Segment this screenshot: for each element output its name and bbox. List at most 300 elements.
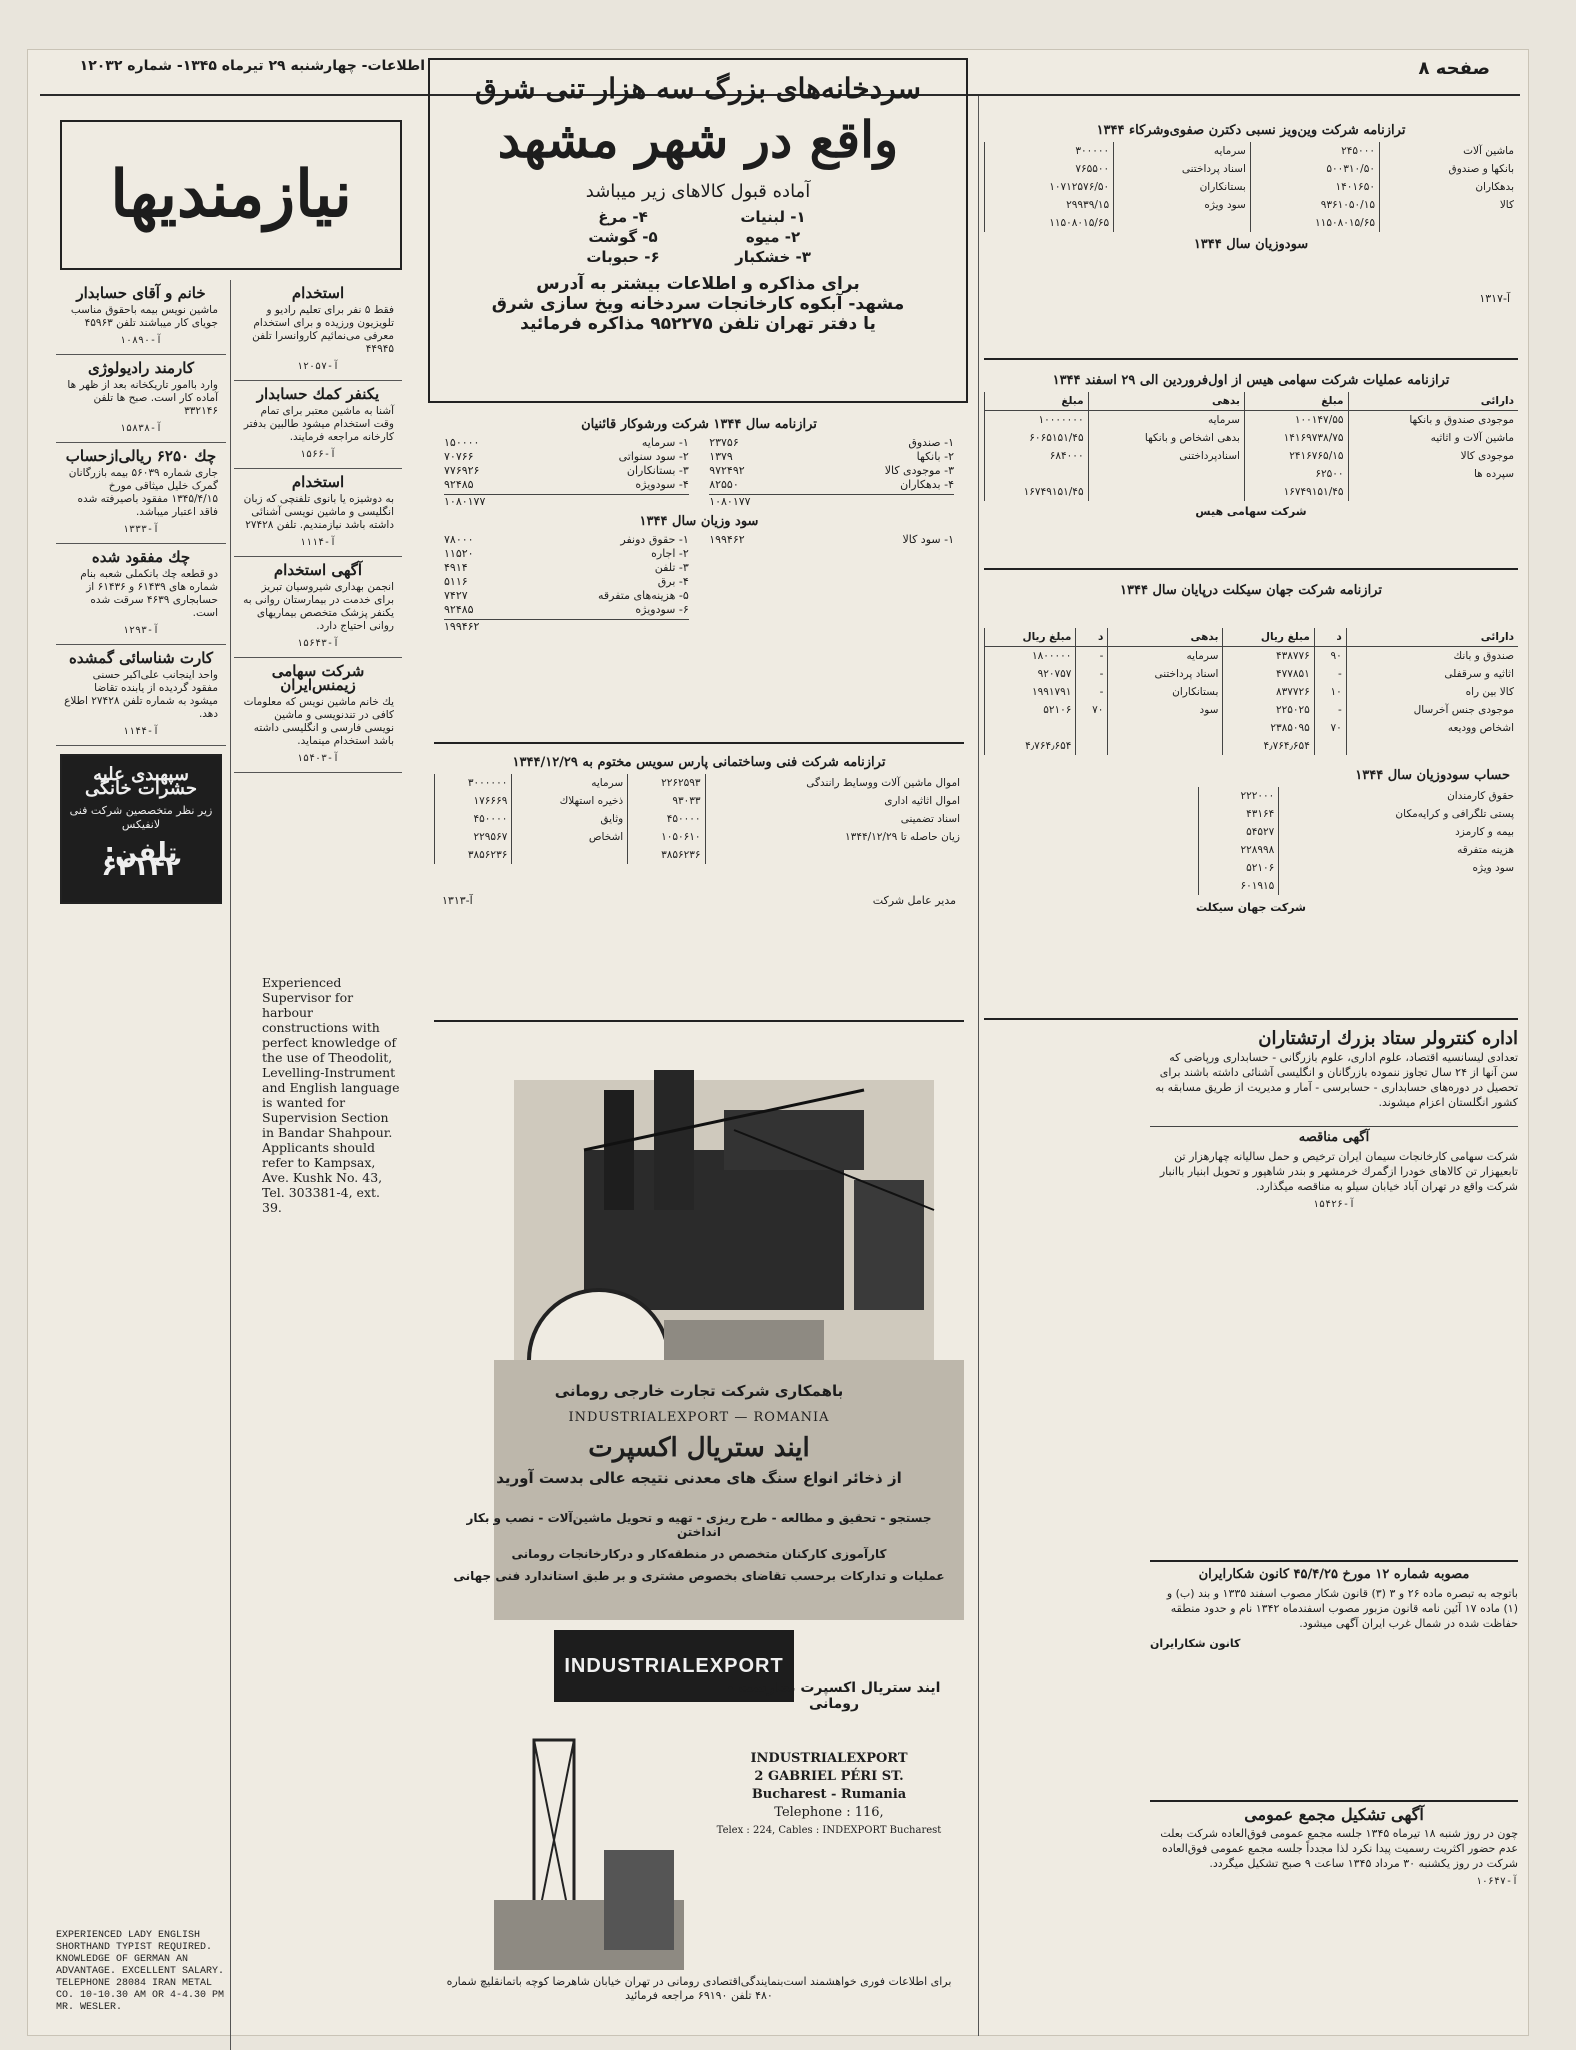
cell: بستانکاران [1108, 683, 1223, 701]
cell: ۳۸۵۶۲۳۶ [435, 846, 512, 864]
hess-sign: شرکت سهامی هیس [1195, 505, 1307, 518]
table-row [1198, 841, 1518, 859]
needs-banner: نیازمندیها [110, 157, 352, 232]
cell: ۳۰۰۰۰۰ [985, 142, 1114, 160]
decree-body: باتوجه به تبصره ماده ۲۶ و ۳ (۳) قانون شکار مصوب اسفند ۱۳۳۵ و بند (ب) و (۱) ماده ۱۷ آئین نامه قانون مزبور مصوب اسفندماه ۱۳۴۲ نام و حدود منطقه حفاظت شده در شمال غرب ایران آگهی میشود. [1166, 1587, 1518, 1630]
ad-ref: آ-۱۳۳۳ [122, 524, 160, 535]
ad-title: خانم و آقای حسابدار [76, 284, 206, 302]
item: ۶- حبوبات [586, 248, 660, 266]
table-header [985, 392, 1519, 411]
item: ۱- لبنیات [740, 208, 806, 226]
ad-ref: آ-۱۲۹۳ [122, 625, 160, 636]
row-value: ۱۱۵۲۰ [444, 547, 474, 560]
cell: موجودی جنس آخرسال [1346, 701, 1518, 719]
cell: پستی تلگرافی و کرایه‌مکان [1279, 805, 1518, 823]
cell [1076, 737, 1108, 755]
cold-storage-contact1: برای مذاکره و اطلاعات بیشتر به آدرس [536, 274, 860, 294]
service-line1: جستجو - تحقیق و مطالعه - طرح ریزی - تهیه و تحویل ماشین‌آلات - نصب و بکار انداختن [466, 1511, 932, 1539]
row-value: ۸۲۵۵۰ [709, 478, 739, 491]
row-value: ۹۲۴۸۵ [444, 603, 474, 616]
safavi-table [984, 142, 1518, 232]
table-row [1198, 787, 1518, 805]
cell: ۱۰۰۱۴۷/۵۵ [1244, 411, 1348, 430]
section-title: ترازنامه شرکت جهان سیکلت درپایان سال ۱۳۴۴ [1120, 583, 1382, 598]
cell: ۲۲۶۲۵۹۳ [628, 774, 705, 792]
cell: ۱۱۵۰۸۰۱۵/۶۵ [985, 214, 1114, 232]
brand-line: INDUSTRIALEXPORT — ROMANIA [568, 1410, 830, 1425]
table-row [1198, 859, 1518, 877]
cell: - [1314, 665, 1346, 683]
cell: اشخاص [512, 828, 628, 846]
address-block [704, 1750, 954, 1840]
ad-ref: آ-۱۲۰۵۷ [296, 361, 340, 372]
cell [1114, 214, 1251, 232]
section-title: سود وزیان سال ۱۳۴۴ [639, 514, 759, 529]
addr-line: 2 GABRIEL PÉRI ST. [754, 1769, 904, 1784]
classified-ad [234, 658, 402, 773]
cell: ۷۰ [1314, 719, 1346, 737]
ad-body: دو قطعه چك بانكملی شعبه بنام شماره های ۶۱۴۳۹ و ۶۱۴۳۶ از حسابجاری ۴۶۳۹ سرقت شده است. [80, 568, 218, 619]
fa-brand: ایند ستریال اکسپرت [588, 1433, 810, 1463]
pest-ad-line1: سپهبدی علیه حشرات خانگی [85, 764, 197, 799]
pest-control-ad [60, 754, 222, 904]
cell: ۱۸۰۰۰۰۰ [985, 647, 1076, 666]
cell: ذخیره استهلاك [512, 792, 628, 810]
industrial-ad-text [434, 1360, 964, 1583]
cell: بدهی اشخاص و بانکها [1088, 429, 1244, 447]
cold-storage-ad [428, 58, 968, 403]
section-title: ترازنامه سال ۱۳۴۴ شرکت ورشوکار قائنیان [581, 417, 817, 432]
tender-body: شرکت سهامی کارخانجات سیمان ایران ترخیص و حمل سالیانه چهارهزار تن تابعیهزار تن کالاهای خودرا ازگمرك خرمشهر و بندر شاهپور و تحویل ابنیار باانبار شرکت واقع در تهران آباد خیابان سیلو به مناقصه میگذارد. [1159, 1150, 1518, 1193]
classified-ad [234, 280, 402, 381]
mine-tower-icon [494, 1720, 684, 1970]
issue-header: اطلاعات- چهارشنبه ۲۹ تیرماه ۱۳۴۵- شماره ۱۲۰۳۲ [79, 58, 425, 74]
cell: اموال اثاثیه اداری [705, 792, 964, 810]
ad-ref: آ-۱۵۶۶ [299, 449, 337, 460]
industrial-footer: برای اطلاعات فوری خواهشمند است‌بنمایندگی‌اقتصادی رومانی در تهران خیابان شاهرضا کوچه باتمانقلیچ شماره ۴۸۰ تلفن ۶۹۱۹۰ مراجعه فرمائید [446, 1975, 952, 2002]
cell: ۴٫۷۶۴٫۶۵۴ [1223, 737, 1314, 755]
cell: ۸۳۷۷۲۶ [1223, 683, 1314, 701]
table-row [985, 411, 1519, 430]
item: ۲- میوه [745, 228, 801, 246]
section-title: ترازنامه شرکت فنی وساختمانی پارس سویس مختوم به ۱۳۴۴/۱۲/۲۹ [512, 755, 886, 770]
service-line2: کارآموزی کارکنان متخصص در منطقه‌کار و درکارخانجات رومانی [511, 1547, 887, 1561]
safavi-balance [984, 118, 1518, 360]
table-row [1198, 823, 1518, 841]
classified-ad [56, 355, 226, 443]
cell: ۹۲۰۷۵۷ [985, 665, 1076, 683]
cell: ۱۰۰۰۰۰۰۰ [985, 411, 1089, 430]
row-value: ۴۹۱۴ [444, 561, 468, 574]
cell: ۲۲۹۵۶۷ [435, 828, 512, 846]
cell: بدهکاران [1379, 178, 1518, 196]
control-title: اداره کنترولر ستاد بزرك ارتشتاران [1258, 1028, 1518, 1049]
cell: ۹۳۶۱۰۵۰/۱۵ [1250, 196, 1379, 214]
table-row [985, 447, 1519, 465]
cell: ۱۴۰۱۶۵۰ [1250, 178, 1379, 196]
cell: - [1314, 701, 1346, 719]
addr-line: Telex : 224, Cables : INDEXPORT Bucharest [716, 1825, 942, 1836]
cell [1348, 483, 1518, 501]
cell: ۵۲۱۰۶ [985, 701, 1076, 719]
industrialexport-logo: INDUSTRIALEXPORT [554, 1630, 794, 1702]
cell: ۳۰۰۰۰۰۰ [435, 774, 512, 792]
jahan-pl-table [1198, 787, 1518, 895]
table-row [985, 160, 1519, 178]
row-label: ۳- بستانکاران [626, 464, 689, 477]
cell [512, 846, 628, 864]
cell: سود [1108, 701, 1223, 719]
cell: ۴۷۷۸۵۱ [1223, 665, 1314, 683]
tagline: از ذخائر انواع سنگ های معدنی نتیجه عالی بدست آورید [496, 1469, 902, 1487]
cell: موجودی کالا [1348, 447, 1518, 465]
cell: صندوق و بانك [1346, 647, 1518, 666]
ad-ref: آ-۱۱۴۴ [122, 726, 160, 737]
cell: اثاثیه و سرقفلی [1346, 665, 1518, 683]
row-label: ۱- سود کالا [902, 533, 954, 546]
section-title: ترازنامه شرکت وین‌ویز نسبی دکترن صفوی‌وشرکاء ۱۳۴۴ [1096, 123, 1406, 138]
row-label: ۲- اجاره [651, 547, 689, 560]
column-divider [978, 96, 979, 2036]
table-row [985, 683, 1519, 701]
cell: - [1076, 683, 1108, 701]
cell: - [1076, 647, 1108, 666]
cell: ۴۳۱۶۴ [1198, 805, 1279, 823]
fa-signature: ایند ستریال اکسپرت بخارست - رومانی [727, 1680, 941, 1712]
table-row [435, 846, 965, 864]
row-value: ۱۹۹۴۶۲ [709, 533, 745, 546]
cell: ۴۵۰۰۰۰ [628, 810, 705, 828]
col-header: مبلغ [1244, 392, 1348, 411]
cell: ۱۷۶۶۶۹ [435, 792, 512, 810]
cold-storage-contact3: یا دفتر تهران تلفن ۹۵۲۲۷۵ مذاکره فرمائید [520, 314, 876, 334]
cell [1088, 483, 1244, 501]
decree-title: مصوبه شماره ۱۲ مورخ ۴۵/۴/۲۵ کانون شکارایران [1198, 1567, 1470, 1582]
row-label: ۲- بانکها [916, 450, 954, 463]
item: ۴- مرغ [598, 208, 648, 226]
cell [985, 465, 1089, 483]
row-label: ۳- تلفن [654, 561, 689, 574]
ad-title: کارت شناسائی گمشده [69, 649, 213, 667]
pars-sign: مدیر عامل شرکت [872, 894, 956, 907]
col-header: بدهی [1088, 392, 1244, 411]
ad-body: ماشین نویس بیمه باحقوق مناسب جویای کار میباشند تلفن ۴۵۹۶۳ [70, 304, 218, 329]
ad-ref: آ-۱۵۴۰۳ [296, 753, 340, 764]
addr-line: INDUSTRIALEXPORT [750, 1751, 908, 1766]
industrial-export-ad [434, 1030, 964, 2030]
cell: سرمایه [1114, 142, 1251, 160]
ad-title: استخدام [291, 284, 345, 302]
pest-ad-line2: زیر نظر متخصصین شرکت فنی لانفیکس [69, 804, 213, 831]
ad-body: جاری شماره ۵۶۰۳۹ بیمه بازرگانان گمرک خلیل میثاقی مورخ ۱۳۴۵/۴/۱۵ مفقود باصیرفته شده فاقد اعتبار میباشد. [68, 467, 218, 518]
cell: ۱۰۷۱۲۵۷۶/۵۰ [985, 178, 1114, 196]
classifieds-mid [234, 280, 402, 970]
table-row [435, 810, 965, 828]
cell: اسناد پرداختنی [1108, 665, 1223, 683]
qaenat-assets [709, 436, 954, 509]
table-row [985, 665, 1519, 683]
row-label: ۵- هزینه‌های متفرقه [598, 589, 689, 602]
cell: ۱۰۵۰۶۱۰ [628, 828, 705, 846]
row-value: ۲۳۷۵۶ [709, 436, 739, 449]
table-row [985, 142, 1519, 160]
classifieds-left [56, 280, 226, 1280]
section-title: سودوزیان سال ۱۳۴۴ [1193, 237, 1309, 252]
cell: ۹۳۰۳۳ [628, 792, 705, 810]
cell: ۵۰۰۳۱۰/۵۰ [1250, 160, 1379, 178]
ad-body: فقط ۵ نفر برای تعلیم رادیو و تلویزیون ورزیده و برای استخدام معرفی می‌نمائیم کاروانسرا تلفن ۴۴۹۴۵ [252, 304, 394, 355]
row-value: ۹۷۲۴۹۲ [709, 464, 745, 477]
cell: ۴٫۷۶۴٫۶۵۴ [985, 737, 1076, 755]
table-row [985, 196, 1519, 214]
addr-line: Telephone : 116, [774, 1805, 884, 1820]
cell: ماشین آلات [1379, 142, 1518, 160]
cell: ۲۳۸۵۰۹۵ [1223, 719, 1314, 737]
item: ۵- گوشت [588, 228, 658, 246]
ad-body: انجمن بهداری شیروسیان تبریز برای خدمت در بیمارستان روانی به یکنفر پزشک متخصص بیماریهای روانی احتیاج دارد. [243, 581, 394, 632]
cell: ۹۰ [1314, 647, 1346, 666]
control-body: تعدادی لیسانسیه اقتصاد، علوم اداری، علوم بازرگانی - حسابداری ورپاضی که سن آنها از ۲۴ سال تجاوز ننموده بازرگانان و انگلیسی آشنائی داشته باشند برای تحصیل در دوره‌های حسابداری - حسابرسی - آمار و مدیریت از طریق مسابقه به کشور انگلستان اعزام میشوند. [1155, 1051, 1518, 1109]
classified-ad [56, 544, 226, 645]
cell [1279, 877, 1518, 895]
cold-storage-subtitle: واقع در شهر مشهد [497, 110, 899, 169]
cell: زیان حاصله تا ۱۳۴۴/۱۲/۲۹ [705, 828, 964, 846]
cold-storage-items [548, 208, 848, 268]
row-value: ۷۸۰۰۰ [444, 533, 474, 546]
cell: ۱۹۹۱۷۹۱ [985, 683, 1076, 701]
row-label: ۳- موجودی کالا [884, 464, 954, 477]
ad-title: یکنفر کمك حسابدار [256, 385, 380, 403]
col-header: د [1076, 628, 1108, 647]
cell: ۲۹۹۳۹/۱۵ [985, 196, 1114, 214]
cell: اشخاص وودیعه [1346, 719, 1518, 737]
ad-title: چك مفقود شده [91, 548, 191, 566]
hess-balance [984, 368, 1518, 570]
col-header: د [1314, 628, 1346, 647]
cell: ۶۲۵۰۰ [1244, 465, 1348, 483]
classified-ad [56, 443, 226, 544]
row-value: ۹۲۴۸۵ [444, 478, 474, 491]
cell [985, 719, 1076, 737]
table-row [435, 828, 965, 846]
cell [1314, 737, 1346, 755]
service-line3: عملیات و تدارکات برحسب تقاضای بخصوص مشتری و بر طبق استاندارد فنی جهانی [453, 1569, 945, 1583]
tender-ref: آ-۱۵۴۲۶ [1312, 1199, 1356, 1210]
english-ad-text: EXPERIENCED LADY ENGLISH SHORTHAND TYPIST REQUIRED. KNOWLEDGE OF GERMAN AN ADVANTAGE. EXCELLENT SALARY. TELEPHONE 28084 IRAN METAL CO. 10-10.30 AM OR 4-4.30 PM MR. WESLER. [56, 1930, 225, 2013]
table-row [435, 792, 965, 810]
qaenat-pl-total: ۱۹۹۴۶۲ [444, 619, 689, 634]
classified-ad [56, 280, 226, 355]
cold-storage-title: سردخانه‌های بزرگ سه هزار تنی شرق [474, 72, 921, 105]
section-title: ترازنامه عملیات شرکت سهامی هیس از اول‌فروردین الی ۲۹ اسفند ۱۳۴۴ [1052, 373, 1450, 388]
cell: ۱۶۷۴۹۱۵۱/۴۵ [985, 483, 1089, 501]
cell: کالا [1379, 196, 1518, 214]
pars-ref: آ-۱۳۱۳ [442, 894, 473, 907]
cell: ۴۳۸۷۷۶ [1223, 647, 1314, 666]
qaenat-income [709, 533, 954, 634]
cell [1346, 737, 1518, 755]
ad-title: شرکت سهامی زیمنس‌ایران [271, 662, 365, 694]
ad-title: آگهی استخدام [273, 561, 363, 579]
ad-ref: آ-۱۱۱۴ [299, 537, 337, 548]
row-value: ۷۴۲۷ [444, 589, 468, 602]
table-row [985, 178, 1519, 196]
table-row [1198, 805, 1518, 823]
cell: ۷۰ [1076, 701, 1108, 719]
control-ad [1150, 1028, 1518, 1428]
cell: سرمایه [1108, 647, 1223, 666]
cell: اسنادپرداختنی [1088, 447, 1244, 465]
table-row [435, 774, 965, 792]
ad-title: کارمند رادیولوژی [88, 359, 194, 377]
tower-illustration [494, 1720, 684, 1970]
table-row [985, 429, 1519, 447]
jahan-balance [984, 578, 1518, 1020]
cell: سود ویژه [1114, 196, 1251, 214]
cell: ۱۴۱۶۹۷۳۸/۷۵ [1244, 429, 1348, 447]
ad-body: وارد باامور تاریکخانه بعد از ظهر ها آماده کار است. صبح ها تلفن ۳۳۲۱۴۶ [67, 379, 218, 417]
assembly-body: چون در روز شنبه ۱۸ تیرماه ۱۳۴۵ جلسه مجمع عمومی فوق‌العاده شرکت بعلت عدم حضور اکثریت رسمیت پیدا نکرد لذا مجدداً جلسه مجمع عمومی فوق‌العاده شرکت در روز یکشنبه ۳۰ مرداد ۱۳۴۵ ساعت ۹ صبح تشکیل میگردد. [1160, 1827, 1518, 1870]
jahan-table [984, 628, 1518, 755]
cell: حقوق کارمندان [1279, 787, 1518, 805]
pest-ad-phone: تلفن: ۶۴۱۴۲ [101, 838, 181, 882]
cell: ۵۲۱۰۶ [1198, 859, 1279, 877]
ad-body: به دوشیزه یا بانوی تلفنچی که زبان انگلیسی و ماشین نویسی آشنائی داشته باشد نیازمندیم. تلفن ۲۷۴۲۸ [243, 493, 394, 531]
cell [1108, 719, 1223, 737]
cold-storage-contact2: مشهد- آبکوه کارخانجات سردخانه ویخ سازی شرق [491, 294, 905, 314]
cell: ۲۴۵۰۰۰ [1250, 142, 1379, 160]
qaenat-balance-grid [434, 436, 964, 509]
cell: سرمایه [1088, 411, 1244, 430]
cell: بیمه و کارمزد [1279, 823, 1518, 841]
cell: ۲۲۲۰۰۰ [1198, 787, 1279, 805]
cell: ماشین آلات و اثاثیه [1348, 429, 1518, 447]
row-label: ۴- سودویژه [635, 478, 689, 491]
ad-body: آشنا به ماشین معتبر برای تمام وقت استخدام میشود طالبین بدفتر کارخانه مراجعه فرمایند. [243, 405, 394, 443]
row-label: ۱- حقوق دونفر [620, 533, 689, 546]
qaenat-total: ۱۰۸۰۱۷۷ [444, 494, 689, 509]
cell: ۱۶۷۴۹۱۵۱/۴۵ [1244, 483, 1348, 501]
table-row [985, 214, 1519, 232]
cell: ۳۸۵۶۲۳۶ [628, 846, 705, 864]
cell: وثایق [512, 810, 628, 828]
decree-sign: کانون شکارایران [1150, 1637, 1241, 1650]
addr-line: Bucharest - Rumania [751, 1787, 907, 1802]
assembly-title: آگهی تشکیل مجمع عمومی [1244, 1805, 1424, 1824]
cell: ۱۰ [1314, 683, 1346, 701]
hess-table [984, 392, 1518, 501]
row-label: ۴- برق [657, 575, 689, 588]
page-number: صفحه ۸ [1418, 58, 1490, 79]
needs-banner-box [60, 120, 402, 270]
cell: ۵۴۵۲۷ [1198, 823, 1279, 841]
cell: ۲۲۵۰۲۵ [1223, 701, 1314, 719]
qaenat-pl-grid [434, 533, 964, 634]
cell [1379, 214, 1518, 232]
cell: ۲۴۱۶۷۶۵/۱۵ [1244, 447, 1348, 465]
cell: اسناد تضمینی [705, 810, 964, 828]
cell: ۲۲۸۹۹۸ [1198, 841, 1279, 859]
table-row [1198, 877, 1518, 895]
cell: اسناد پرداختنی [1114, 160, 1251, 178]
cell: هزینه متفرقه [1279, 841, 1518, 859]
cell: کالا بین راه [1346, 683, 1518, 701]
ad-ref: آ-۱۰۸۹۰ [119, 335, 163, 346]
english-ad-lady [56, 1930, 226, 2030]
cell: سپرده ها [1348, 465, 1518, 483]
table-row [985, 647, 1519, 666]
item: ۳- خشکبار [735, 248, 811, 266]
cooperation-line: باهمکاری شرکت تجارت خارجی رومانی [554, 1382, 844, 1400]
col-header: مبلغ [985, 392, 1089, 411]
ad-title: چك ۶۲۵۰ ریالی‌ازحساب [65, 447, 217, 465]
cell: اموال ماشین آلات ووسایط رانندگی [705, 774, 964, 792]
safavi-ref: آ-۱۳۱۷ [1479, 292, 1510, 305]
tender-title: آگهی مناقصه [1150, 1126, 1518, 1145]
table-row [985, 483, 1519, 501]
cell: ۱۱۵۰۸۰۱۵/۶۵ [1250, 214, 1379, 232]
ad-ref: آ-۱۵۸۳۸ [119, 423, 163, 434]
pars-footer [434, 894, 964, 908]
qaenat-total: ۱۰۸۰۱۷۷ [709, 494, 954, 509]
table-row [985, 465, 1519, 483]
cell: بانکها و صندوق [1379, 160, 1518, 178]
jahan-sign: شرکت جهان سیکلت [1196, 901, 1306, 914]
qaenat-costs [444, 533, 689, 634]
row-label: ۲- سود سنواتی [618, 450, 689, 463]
cell: بستانکاران [1114, 178, 1251, 196]
table-row [985, 737, 1519, 755]
cell [1088, 465, 1244, 483]
cell: سود ویژه [1279, 859, 1518, 877]
cell: ۴۵۰۰۰۰ [435, 810, 512, 828]
row-value: ۷۰۷۶۶ [444, 450, 474, 463]
cell: ۷۶۵۵۰۰ [985, 160, 1114, 178]
cold-storage-lead: آماده قبول کالاهای زیر میباشد [585, 181, 811, 202]
section-title: حساب سودوزیان سال ۱۳۴۴ [1355, 768, 1510, 783]
col-header: دارائی [1346, 628, 1518, 647]
table-row [985, 701, 1519, 719]
classified-ad [234, 557, 402, 658]
col-header: دارائی [1348, 392, 1518, 411]
qaenat-liabilities [444, 436, 689, 509]
row-value: ۷۷۶۹۲۶ [444, 464, 480, 477]
general-assembly-ad [1150, 1800, 1518, 2022]
row-label: ۱- سرمایه [641, 436, 689, 449]
pars-balance [434, 750, 964, 1022]
classified-ad [234, 381, 402, 469]
cell [705, 846, 964, 864]
cell [1108, 737, 1223, 755]
column-divider [230, 280, 231, 2050]
ad-title: استخدام [291, 473, 345, 491]
cell: موجودی صندوق و بانکها [1348, 411, 1518, 430]
classified-ad [234, 469, 402, 557]
ad-body: یك خانم ماشین نویس که معلومات کافی در تندنویسی و ماشین نویسی فارسی و انگلیسی داشته باشد استخدام مینماید. [243, 696, 394, 747]
row-label: ۶- سودویژه [635, 603, 689, 616]
ad-body: واحد اینجانب علی‌اکبر حسنی مفقود گردیده از یابنده تقاضا میشود به شماره تلفن ۲۷۴۲۸ اطلاع دهد. [64, 669, 218, 720]
cell: سرمایه [512, 774, 628, 792]
col-header: مبلغ ریال [985, 628, 1076, 647]
classified-ad [56, 645, 226, 746]
table-header [985, 628, 1519, 647]
cell [1076, 719, 1108, 737]
english-ad-supervisor: Experienced Supervisor for harbour constructions with perfect knowledge of the use of Theodolit, Levelling-Instrument and English language is wanted for Supervision Section in Bandar Shahpour. Applicants should refer to Kampsax, Ave. Kushk No. 43, Tel. 303381-4, ext. 39. [262, 975, 400, 1215]
qaenat-balance [434, 412, 964, 744]
row-value: ۵۱۱۶ [444, 575, 468, 588]
cell: ۶۰۱۹۱۵ [1198, 877, 1279, 895]
row-value: ۱۵۰۰۰۰ [444, 436, 480, 449]
